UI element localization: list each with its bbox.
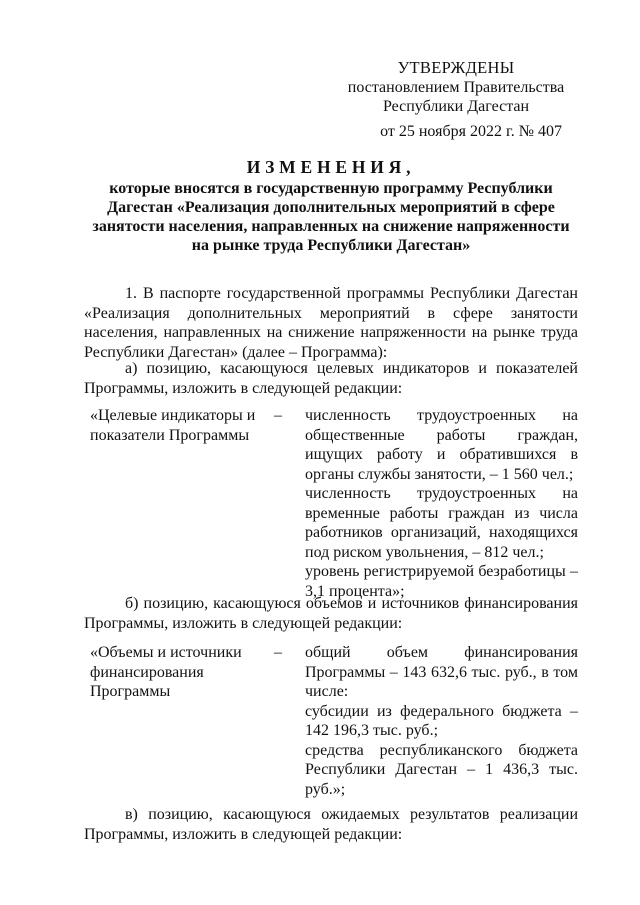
indicators-label: «Целевые индикаторы и показатели Программы xyxy=(90,407,256,444)
indicators-label-cell xyxy=(90,406,282,445)
approval-stamp xyxy=(346,58,566,141)
financing-label: «Объемы и источники финансирования Программы xyxy=(90,644,242,700)
paragraph-a: а) позицию, касающуюся целевых индикаторов и показателей Программы, изложить в следующей редакции: xyxy=(84,360,578,397)
financing-dash: – xyxy=(274,644,282,661)
approval-date: от 25 ноября 2022 г. № 407 xyxy=(380,122,562,140)
document-title xyxy=(84,158,578,255)
financing-item: субсидии из федерального бюджета – 142 196,3 тыс. руб.; xyxy=(305,702,578,739)
indicators-values xyxy=(305,406,578,601)
indicator-item: численность трудоустроенных на временные работы граждан из числа работников организаций, находящихся под риском увольнения, – 812 чел.; xyxy=(305,485,578,561)
paragraph-b: б) позицию, касающуюся объемов и источников финансирования Программы, изложить в следующей редакции: xyxy=(84,595,578,632)
financing-label-cell xyxy=(90,643,282,702)
indicator-item: уровень регистрируемой безработицы – 3,1 процента»; xyxy=(305,563,578,600)
financing-item: общий объем финансирования Программы – 143 632,6 тыс. руб., в том числе: xyxy=(305,644,578,700)
approval-line-2: Республики Дагестан xyxy=(382,98,530,115)
approval-heading: УТВЕРЖДЕНЫ xyxy=(397,58,515,77)
title-main: ИЗМЕНЕНИЯ, xyxy=(246,157,416,177)
indicator-item: численность трудоустроенных на общественные работы граждан, ищущих работу и обратившихся в органы службы занятости, – 1 560 чел.; xyxy=(305,407,578,483)
indicators-dash: – xyxy=(274,407,282,424)
paragraph-1: 1. В паспорте государственной программы Республики Дагестан «Реализация дополнительных мероприятий в сфере занятости населения, направленных на снижение напряженности на рынке труда Республики Дагестан» (далее – Программа): xyxy=(84,285,578,361)
paragraph-c: в) позицию, касающуюся ожидаемых результатов реализации Программы, изложить в следующей редакции: xyxy=(84,806,578,843)
financing-values xyxy=(305,643,578,799)
financing-item: средства республиканского бюджета Республики Дагестан – 1 436,3 тыс. руб.»; xyxy=(305,741,578,798)
approval-line-1: постановлением Правительства xyxy=(347,78,565,96)
title-subtitle: которые вносятся в государственную программу Республики Дагестан «Реализация дополнительных мероприятий в сфере занятости населения, направленных на снижение напряженности на рынке труда Республики Дагестан» xyxy=(92,179,570,254)
